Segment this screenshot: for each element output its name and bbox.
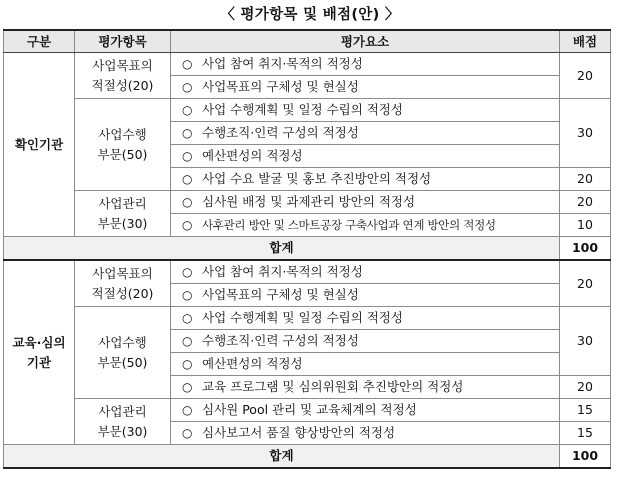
header-category: 평가항목 bbox=[75, 30, 171, 53]
evaluation-element bbox=[171, 191, 560, 214]
evaluation-element bbox=[171, 330, 560, 353]
table-row bbox=[4, 191, 611, 214]
evaluation-element bbox=[171, 145, 560, 168]
bullet-circle-icon: ○ bbox=[182, 80, 193, 94]
section-education-review-agency bbox=[4, 260, 611, 468]
score-cell: 20 bbox=[560, 191, 611, 214]
header-group: 구분 bbox=[4, 30, 75, 53]
bullet-circle-icon: ○ bbox=[182, 126, 193, 140]
evaluation-element bbox=[171, 99, 560, 122]
table-row bbox=[4, 399, 611, 422]
bullet-circle-icon: ○ bbox=[182, 265, 193, 279]
evaluation-element-text: 사업목표의 구체성 및 현실성 bbox=[202, 287, 359, 302]
category-label: 사업수행 부문(50) bbox=[75, 307, 171, 399]
evaluation-element-text: 수행조직·인력 구성의 적정성 bbox=[202, 333, 359, 348]
bullet-circle-icon: ○ bbox=[182, 334, 193, 348]
evaluation-table bbox=[3, 29, 611, 469]
evaluation-element bbox=[171, 76, 560, 99]
bullet-circle-icon: ○ bbox=[182, 357, 193, 371]
evaluation-element bbox=[171, 284, 560, 307]
bullet-circle-icon: ○ bbox=[182, 311, 193, 325]
evaluation-element-text: 사업 수행계획 및 일정 수립의 적정성 bbox=[202, 310, 403, 325]
evaluation-element-text: 심사원 배정 및 과제관리 방안의 적정성 bbox=[202, 194, 416, 209]
score-cell: 30 bbox=[560, 307, 611, 376]
table-row bbox=[4, 99, 611, 122]
score-cell: 15 bbox=[560, 399, 611, 422]
score-cell: 20 bbox=[560, 168, 611, 191]
evaluation-element bbox=[171, 307, 560, 330]
score-cell: 20 bbox=[560, 53, 611, 99]
evaluation-element-text: 사업 수행계획 및 일정 수립의 적정성 bbox=[202, 102, 403, 117]
category-label: 사업목표의 적절성(20) bbox=[75, 260, 171, 307]
table-row bbox=[4, 307, 611, 330]
evaluation-element-text: 교육 프로그램 및 심의위원회 추진방안의 적정성 bbox=[202, 379, 464, 394]
bullet-circle-icon: ○ bbox=[182, 426, 193, 440]
group-label: 확인기관 bbox=[4, 53, 75, 237]
total-label: 합계 bbox=[4, 237, 560, 261]
bullet-circle-icon: ○ bbox=[182, 218, 193, 232]
evaluation-element-text: 예산편성의 적정성 bbox=[202, 356, 303, 371]
group-label: 교육·심의 기관 bbox=[4, 260, 75, 445]
evaluation-element bbox=[171, 214, 560, 237]
bullet-circle-icon: ○ bbox=[182, 57, 193, 71]
table-row bbox=[4, 260, 611, 284]
bullet-circle-icon: ○ bbox=[182, 195, 193, 209]
score-cell: 15 bbox=[560, 422, 611, 445]
evaluation-element bbox=[171, 168, 560, 191]
bullet-circle-icon: ○ bbox=[182, 149, 193, 163]
category-label: 사업관리 부문(30) bbox=[75, 191, 171, 237]
total-row bbox=[4, 237, 611, 261]
evaluation-element-text: 심사보고서 품질 향상방안의 적정성 bbox=[202, 425, 396, 440]
evaluation-element-text: 예산편성의 적정성 bbox=[202, 148, 303, 163]
bullet-circle-icon: ○ bbox=[182, 103, 193, 117]
table-header-row bbox=[4, 30, 611, 53]
score-cell: 30 bbox=[560, 99, 611, 168]
bullet-circle-icon: ○ bbox=[182, 288, 193, 302]
evaluation-element bbox=[171, 399, 560, 422]
bullet-circle-icon: ○ bbox=[182, 380, 193, 394]
category-label: 사업관리 부문(30) bbox=[75, 399, 171, 445]
bullet-circle-icon: ○ bbox=[182, 172, 193, 186]
category-label: 사업수행 부문(50) bbox=[75, 99, 171, 191]
total-label: 합계 bbox=[4, 445, 560, 469]
header-element: 평가요소 bbox=[171, 30, 560, 53]
category-label: 사업목표의 적절성(20) bbox=[75, 53, 171, 99]
evaluation-element bbox=[171, 260, 560, 284]
total-row bbox=[4, 445, 611, 469]
header-score: 배점 bbox=[560, 30, 611, 53]
evaluation-element-text: 수행조직·인력 구성의 적정성 bbox=[202, 125, 359, 140]
evaluation-element bbox=[171, 353, 560, 376]
score-cell: 20 bbox=[560, 376, 611, 399]
evaluation-element bbox=[171, 53, 560, 76]
evaluation-element-text: 사업목표의 구체성 및 현실성 bbox=[202, 79, 359, 94]
score-cell: 20 bbox=[560, 260, 611, 307]
evaluation-element-text: 사후관리 방안 및 스마트공장 구축사업과 연계 방안의 적정성 bbox=[202, 218, 496, 232]
table-row bbox=[4, 53, 611, 76]
total-score: 100 bbox=[560, 237, 611, 261]
score-cell: 10 bbox=[560, 214, 611, 237]
document-title: 〈 평가항목 및 배점(안) 〉 bbox=[220, 7, 400, 23]
evaluation-element bbox=[171, 122, 560, 145]
evaluation-element bbox=[171, 376, 560, 399]
evaluation-element bbox=[171, 422, 560, 445]
evaluation-element-text: 사업 참여 취지·목적의 적정성 bbox=[202, 264, 363, 279]
evaluation-element-text: 사업 참여 취지·목적의 적정성 bbox=[202, 56, 363, 71]
total-score: 100 bbox=[560, 445, 611, 469]
evaluation-element-text: 사업 수요 발굴 및 홍보 추진방안의 적정성 bbox=[202, 171, 432, 186]
bullet-circle-icon: ○ bbox=[182, 403, 193, 417]
evaluation-element-text: 심사원 Pool 관리 및 교육체계의 적정성 bbox=[202, 402, 417, 417]
section-confirmation-agency bbox=[4, 53, 611, 261]
